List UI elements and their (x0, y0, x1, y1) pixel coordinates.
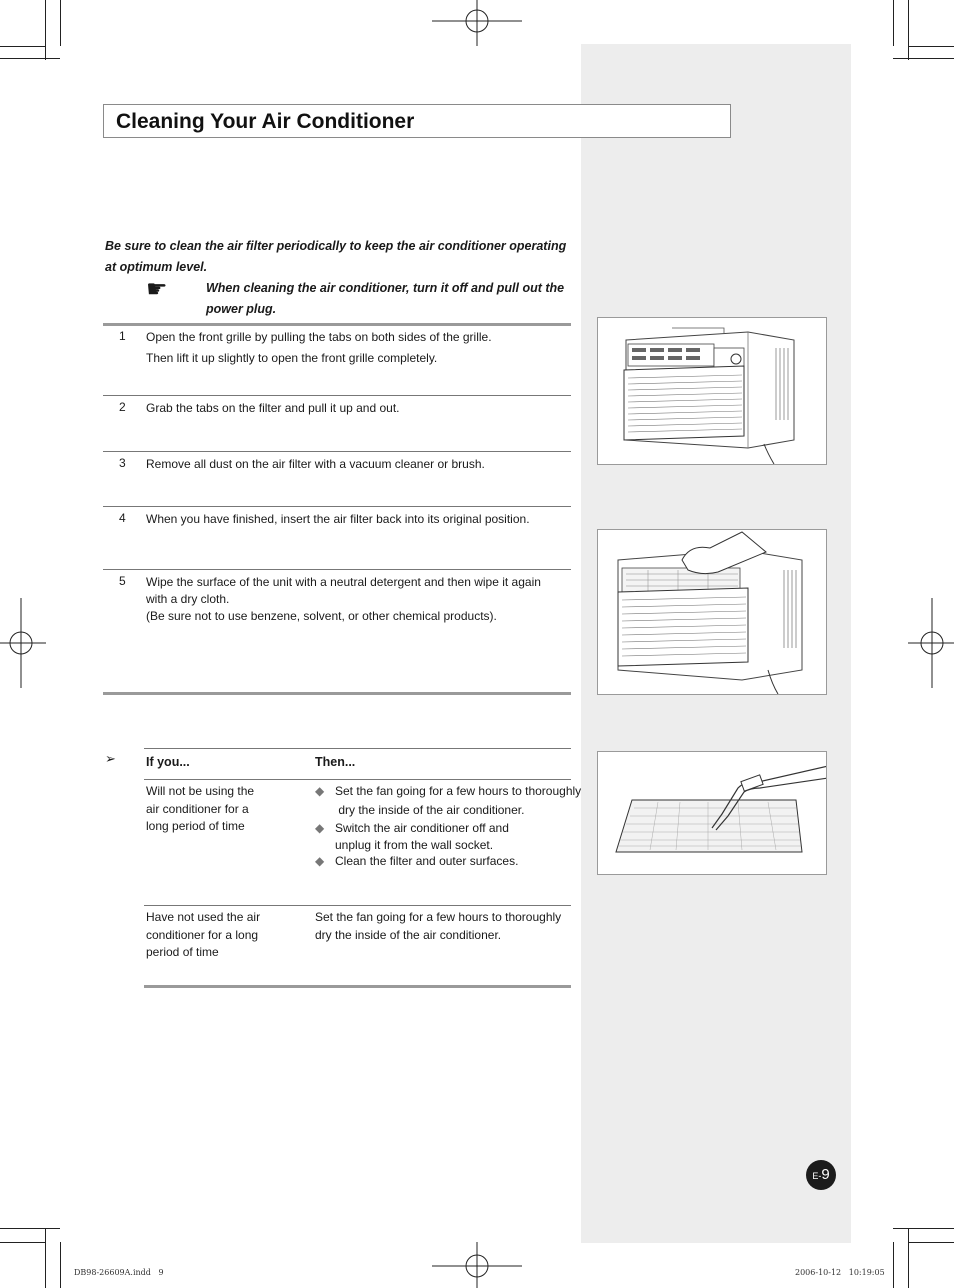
step-line: Remove all dust on the air filter with a vacuum cleaner or brush. (146, 457, 485, 471)
page-number-badge (806, 1160, 836, 1190)
step-divider (103, 451, 571, 452)
bullet-line: Switch the air conditioner off and (335, 821, 509, 835)
intro-text: Be sure to clean the air filter periodically to keep the air conditioner operating at optimum level. (105, 239, 567, 274)
vacuum-filter-icon (598, 752, 826, 874)
step-text (146, 329, 566, 367)
bullet-line: Set the fan going for a few hours to thoroughly (335, 784, 582, 798)
cell-line: Have not used the air (146, 910, 261, 924)
cell-line: dry the inside of the air conditioner. (315, 927, 502, 942)
illustration-vacuum-filter (597, 751, 827, 875)
footer-timestamp: 2006-10-12 10:19:05 (795, 1268, 885, 1277)
table-row-rule (144, 905, 571, 906)
footer-file: DB98-26609A.indd 9 (74, 1268, 164, 1277)
caution-note: When cleaning the air conditioner, turn it off and pull out the power plug. (206, 281, 565, 316)
table-cell-then (315, 909, 561, 944)
page-number: 9 (821, 1166, 830, 1183)
step-divider (103, 395, 571, 396)
step-line: When you have finished, insert the air filter back into its original position. (146, 512, 530, 526)
bullet-line: Clean the filter and outer surfaces. (335, 854, 519, 868)
cell-line: Will not be using the (146, 784, 255, 798)
step-divider (103, 569, 571, 570)
step-number: 2 (119, 400, 126, 414)
bullet-item (315, 820, 509, 854)
step-text (146, 456, 566, 473)
illustration-remove-filter (597, 529, 827, 695)
table-cell-if (146, 783, 254, 836)
table-rule-top (144, 748, 571, 749)
step-number: 4 (119, 511, 126, 525)
cell-line: air conditioner for a (146, 801, 249, 816)
table-rule-bottom (144, 985, 571, 988)
bullet-item (315, 783, 581, 819)
section-rule-top (103, 323, 571, 326)
page-title: Cleaning Your Air Conditioner (116, 110, 415, 133)
step-number: 5 (119, 574, 126, 588)
bullet-line: unplug it from the wall socket. (335, 838, 494, 852)
page-prefix: E- (812, 1171, 822, 1181)
cell-line: period of time (146, 945, 219, 959)
col-header-then: Then... (315, 755, 356, 769)
diamond-bullet-icon: ◆ (315, 854, 325, 868)
col-header-if: If you... (146, 755, 190, 769)
table-cell-if (146, 909, 260, 962)
step-number: 3 (119, 456, 126, 470)
title-box (103, 104, 731, 138)
air-conditioner-icon (598, 318, 826, 464)
step-text (146, 511, 566, 528)
cell-line: long period of time (146, 819, 245, 833)
step-text (146, 400, 566, 417)
step-line: Grab the tabs on the filter and pull it up and out. (146, 401, 400, 415)
diamond-bullet-icon: ◆ (315, 821, 325, 835)
diamond-bullet-icon: ◆ (315, 784, 325, 798)
step-line: (Be sure not to use benzene, solvent, or other chemical products). (146, 609, 497, 623)
step-line: Then lift it up slightly to open the front grille completely. (146, 351, 438, 365)
table-header-rule (144, 779, 571, 780)
step-number: 1 (119, 329, 126, 343)
cell-line: conditioner for a long (146, 927, 259, 942)
step-divider (103, 506, 571, 507)
section-rule-bottom (103, 692, 571, 695)
step-line: Wipe the surface of the unit with a neutral detergent and then wipe it again (146, 575, 541, 589)
illustration-open-grille (597, 317, 827, 465)
bullet-item (315, 853, 518, 870)
arrow-icon: ➢ (105, 751, 116, 766)
air-conditioner-hand-icon (598, 530, 826, 694)
bullet-line: dry the inside of the air conditioner. (335, 803, 525, 817)
step-line: with a dry cloth. (146, 592, 230, 606)
step-line: Open the front grille by pulling the tabs on both sides of the grille. (146, 330, 492, 344)
step-text (146, 574, 566, 625)
cell-line: Set the fan going for a few hours to thoroughly (315, 910, 562, 924)
pointing-hand-icon: ☛ (146, 276, 168, 303)
